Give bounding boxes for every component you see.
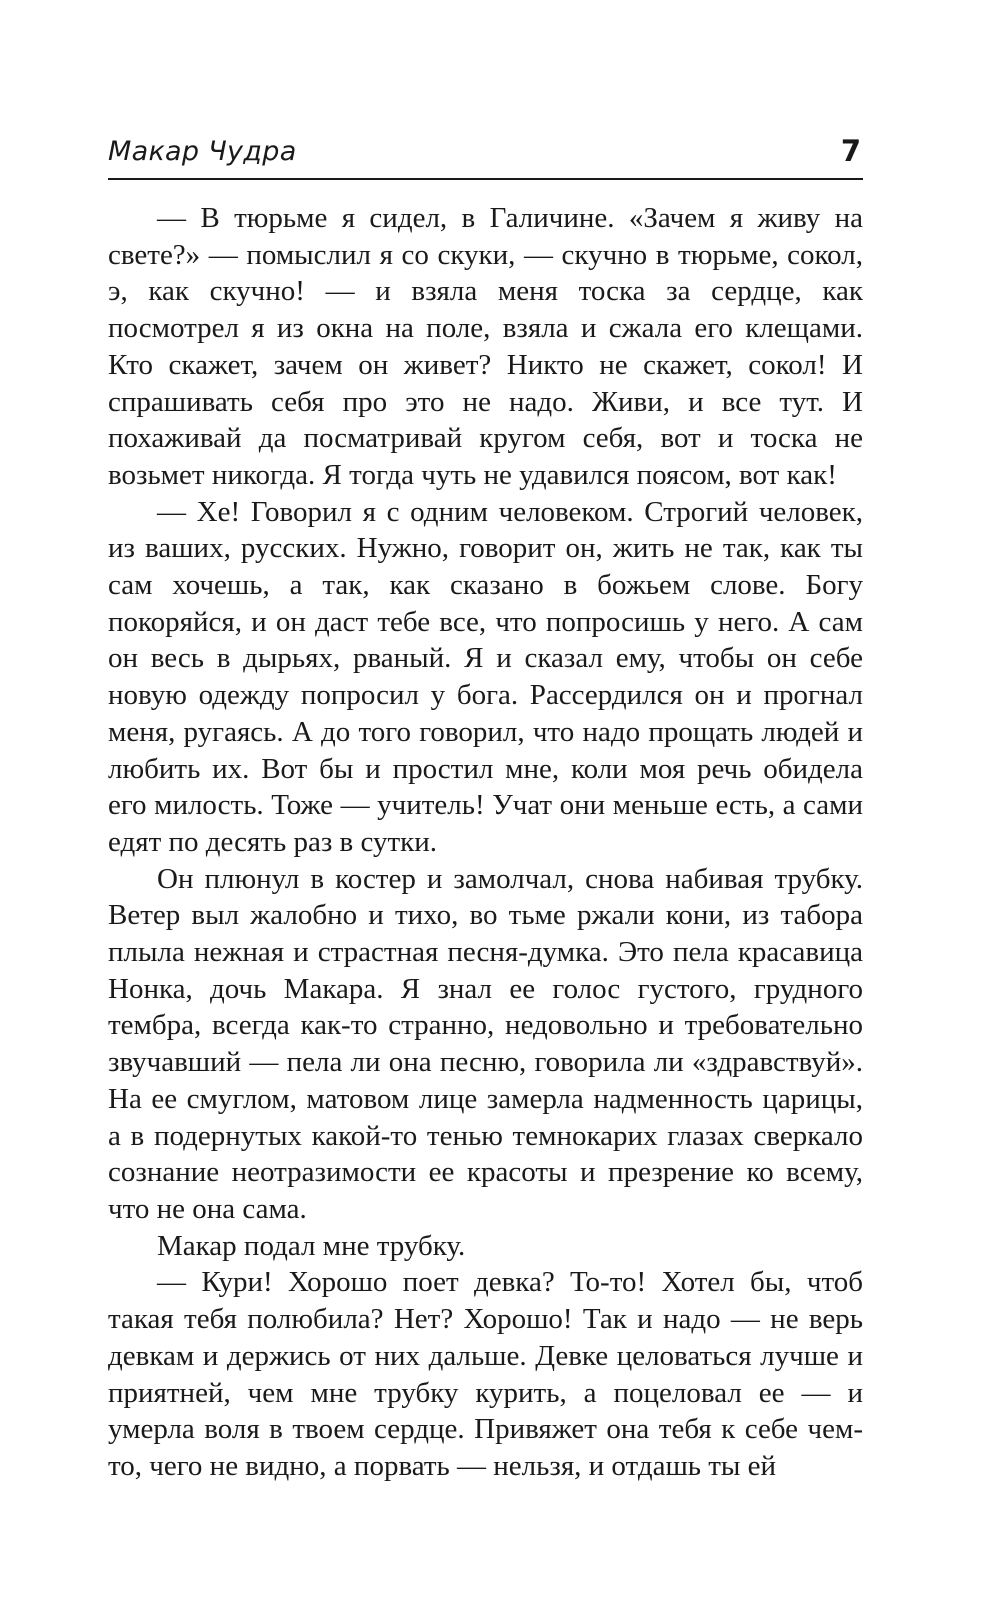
page-header <box>108 134 863 180</box>
running-title: Макар Чудра <box>108 136 297 167</box>
body-text <box>108 200 863 1485</box>
paragraph: Макар подал мне трубку. <box>157 1229 466 1262</box>
paragraph: — Хе! Говорил я с одним человеком. Строгий человек, из ваших, русских. Нужно, говорит он, жить не так, как ты сам хочешь, а так, как сказано в божьем слове. Богу покоряйся, и он даст тебе все, что попросишь у него. А сам он весь в дырьях, рваный. Я и сказал ему, чтобы он себе новую одежду попросил у бога. Рассердился он и прогнал меня, ругаясь. А до того говорил, что надо прощать людей и любить их. Вот бы и простил мне, коли моя речь обидела его милость. Тоже — учитель! Учат они меньше есть, а сами едят по десять раз в сутки. <box>108 495 863 858</box>
paragraph: — Кури! Хорошо поет девка? То-то! Хотел бы, чтоб такая тебя полюбила? Нет? Хорошо! Так и надо — не верь девкам и держись от них дальше. Девке целоваться лучше и приятней, чем мне трубку курить, а поцеловал ее — и умерла воля в твоем сердце. Привяжет она тебя к себе чем-то, чего не видно, а порвать — нельзя, и отдашь ты ей <box>108 1266 863 1482</box>
paragraph: Он плюнул в костер и замолчал, снова набивая трубку. Ветер выл жалобно и тихо, во тьме ржали кони, из табора плыла нежная и страстная песня-думка. Это пела красавица Нонка, дочь Макара. Я знал ее голос густого, грудного тембра, всегда как-то странно, недовольно и требовательно звучавший — пела ли она песню, говорила ли «здравствуй». На ее смуглом, матовом лице замерла надменность царицы, а в подернутых какой-то тенью темнокарих глазах сверкало сознание неотразимости ее красоты и презрение ко всему, что не она сама. <box>108 862 863 1225</box>
page-number: 7 <box>840 134 861 168</box>
paragraph: — В тюрьме я сидел, в Галичине. «Зачем я живу на свете?» — помыслил я со скуки, — скучно в тюрьме, сокол, э, как скучно! — и взяла меня тоска за сердце, как посмотрел я из окна на поле, взяла и сжала его клещами. Кто скажет, зачем он живет? Никто не скажет, сокол! И спрашивать себя про это не надо. Живи, и все тут. И похаживай да посматривай кругом себя, вот и тоска не возьмет никогда. Я тогда чуть не удавился поясом, вот как! <box>108 202 863 491</box>
